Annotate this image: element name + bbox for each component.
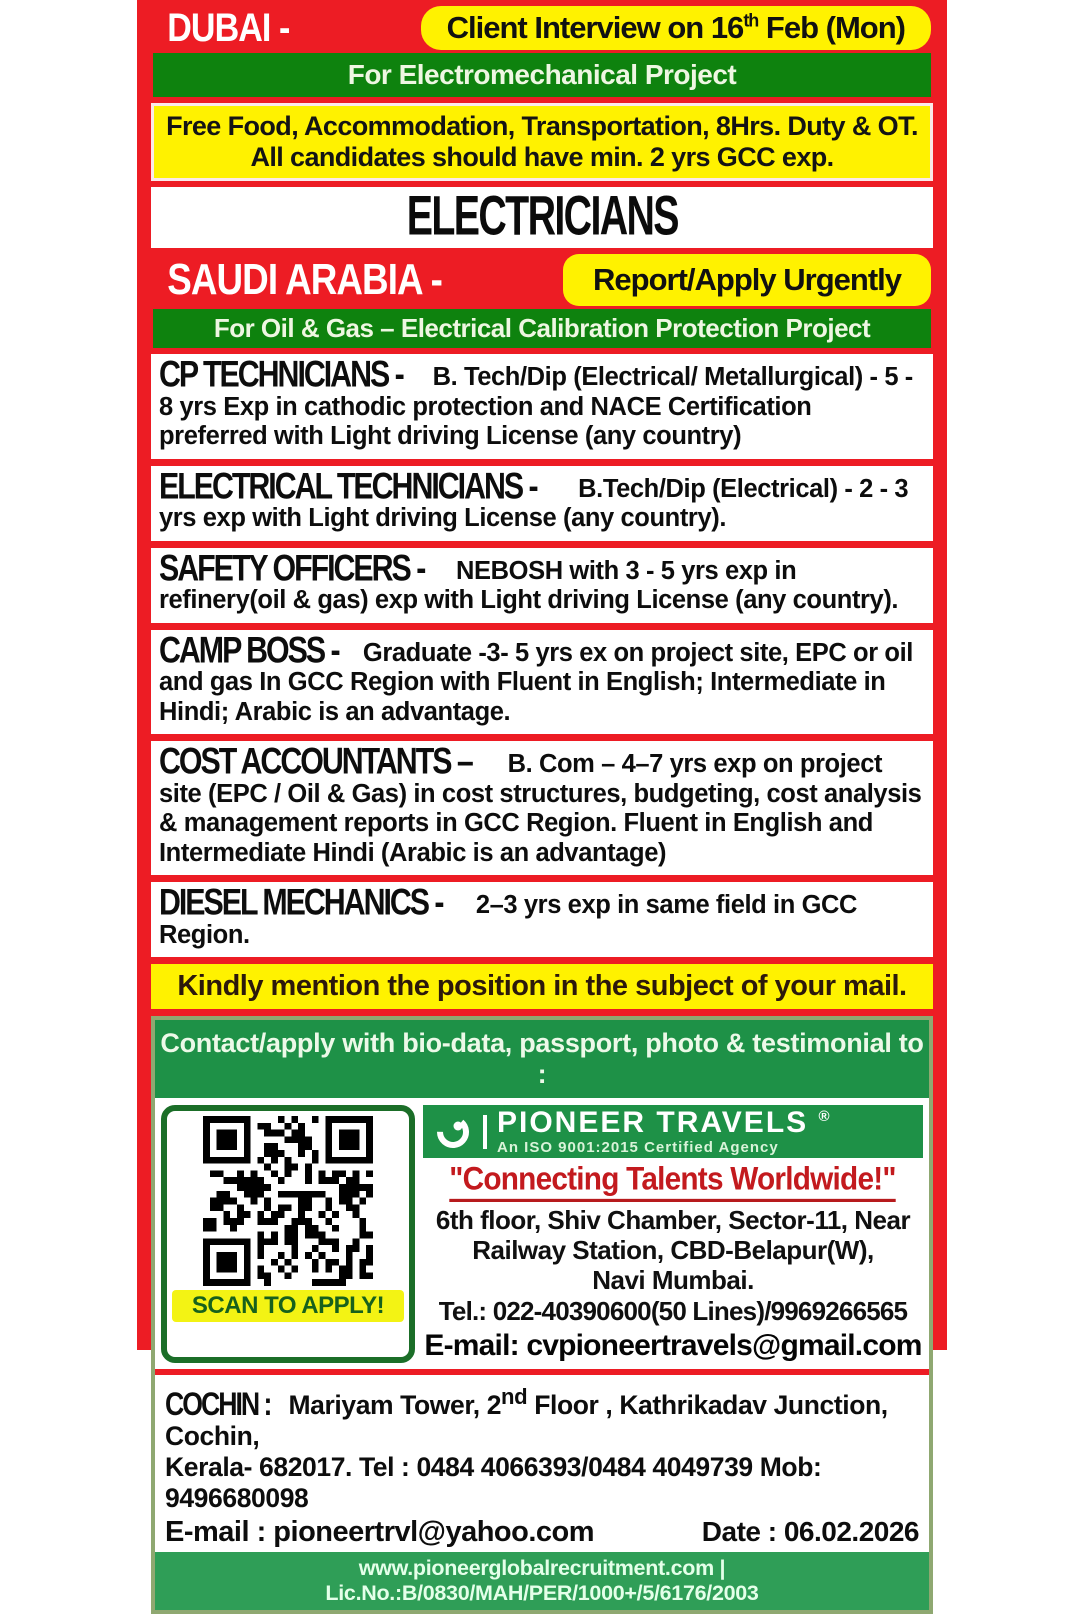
location-dubai: DUBAI -	[167, 5, 290, 50]
job-item-camp-boss	[151, 630, 933, 735]
job-description: B. Com – 4–7 yrs exp on project site (EPC / Oil & Gas) in cost structures, budgeting, cost analysis & management reports in GCC Region. Fluent in English and Intermediate Hindi (Arabic is an advantage)	[159, 750, 922, 867]
benefits-line-2: All candidates should have min. 2 yrs GCC exp.	[250, 142, 834, 172]
advert-date: Date : 06.02.2026	[701, 1515, 919, 1547]
job-description: Graduate -3- 5 yrs ex on project site, EPC or oil and gas In GCC Region with Fluent in English; Intermediate in Hindi; Arabic is an advantage.	[159, 638, 913, 726]
agency-logo-bar	[423, 1105, 923, 1158]
pioneer-logo-icon	[433, 1112, 473, 1152]
cochin-office-block	[155, 1369, 929, 1552]
contact-section	[151, 1016, 933, 1614]
cochin-email-date-row	[165, 1516, 919, 1548]
job-description: 2–3 yrs exp in same field in GCC Region.	[159, 891, 858, 949]
cochin-label: COCHIN :	[165, 1386, 271, 1423]
subject-instruction-banner: Kindly mention the position in the subject of your mail.	[151, 964, 933, 1009]
job-description: B.Tech/Dip (Electrical) - 2 - 3 yrs exp with Light driving License (any country).	[159, 474, 909, 532]
agency-iso-line: An ISO 9001:2015 Certified Agency	[497, 1139, 779, 1156]
trade-heading-bar	[151, 187, 933, 248]
job-item-cp-technicians	[151, 354, 933, 459]
interview-date-banner	[421, 6, 931, 50]
project-banner-oilgas: For Oil & Gas – Electrical Calibration Protection Project	[153, 309, 931, 348]
interview-text-tail: Feb (Mon)	[758, 10, 905, 45]
cochin-email: E-mail : pioneertrvl@yahoo.com	[165, 1515, 595, 1548]
mumbai-address-line-2: Railway Station, CBD-Belapur(W),	[472, 1235, 874, 1265]
benefits-line-1: Free Food, Accommodation, Transportation, 8Hrs. Duty & OT.	[166, 111, 918, 141]
job-title: SAFETY OFFICERS -	[159, 546, 425, 588]
qr-code-box[interactable]	[161, 1105, 415, 1363]
job-title: CAMP BOSS -	[159, 628, 339, 670]
contact-body	[155, 1098, 929, 1369]
agency-column	[423, 1105, 923, 1363]
job-item-safety-officers	[151, 548, 933, 623]
dubai-header-row	[147, 6, 937, 50]
mumbai-email: E-mail: cvpioneertravels@gmail.com	[424, 1329, 922, 1362]
cochin-ordinal: nd	[501, 1384, 528, 1409]
interview-text: Client Interview on 16	[446, 10, 744, 45]
registered-mark: ®	[818, 1108, 830, 1125]
logo-separator	[483, 1115, 487, 1149]
interview-ordinal: th	[743, 10, 759, 31]
location-saudi: SAUDI ARABIA -	[167, 255, 442, 304]
mumbai-address-line-1: 6th floor, Shiv Chamber, Sector-11, Near	[435, 1205, 911, 1235]
job-item-electrical-technicians	[151, 466, 933, 541]
saudi-header-row	[147, 254, 937, 306]
mumbai-address-line-3: Navi Mumbai.	[592, 1265, 754, 1295]
job-description: NEBOSH with 3 - 5 yrs exp in refinery(oil & gas) exp with Light driving License (any country).	[159, 556, 899, 614]
urgency-banner: Report/Apply Urgently	[563, 254, 931, 306]
agency-name: PIONEER TRAVELS ®	[497, 1106, 830, 1139]
job-item-cost-accountants	[151, 741, 933, 875]
scan-to-apply-label: SCAN TO APPLY!	[172, 1290, 404, 1322]
website-license-bar: www.pioneerglobalrecruitment.com | Lic.No.:B/0830/MAH/PER/1000+/5/6176/2003	[155, 1552, 929, 1610]
cochin-address-line-2: Kerala- 682017. Tel : 0484 4066393/0484 4049739 Mob: 9496680098	[165, 1451, 822, 1513]
qr-code-image[interactable]	[186, 1116, 390, 1286]
contact-instruction: Contact/apply with bio-data, passport, photo & testimonial to :	[155, 1020, 929, 1098]
job-title: ELECTRICAL TECHNICIANS -	[159, 464, 537, 506]
mumbai-phone: Tel.: 022-40390600(50 Lines)/9969266565	[438, 1296, 908, 1326]
job-title: COST ACCOUNTANTS –	[159, 739, 472, 782]
job-description: B. Tech/Dip (Electrical/ Metallurgical) - 5 - 8 yrs Exp in cathodic protection and NACE Certification preferred with Light driving License (any country)	[159, 363, 913, 450]
agency-tagline: "Connecting Talents Worldwide!"	[450, 1160, 896, 1202]
cochin-address-line-1: COCHIN : Mariyam Tower, 2nd Floor , Kathrikadav Junction, Cochin,	[165, 1384, 888, 1451]
recruitment-poster	[137, 0, 947, 1605]
job-item-diesel-mechanics	[151, 882, 933, 957]
agency-name-block	[497, 1108, 913, 1155]
job-title: CP TECHNICIANS -	[159, 352, 403, 395]
project-banner-electromechanical: For Electromechanical Project	[153, 53, 931, 97]
trade-heading: ELECTRICIANS	[406, 186, 678, 247]
benefits-banner	[151, 103, 933, 181]
job-title: DIESEL MECHANICS -	[159, 880, 443, 923]
